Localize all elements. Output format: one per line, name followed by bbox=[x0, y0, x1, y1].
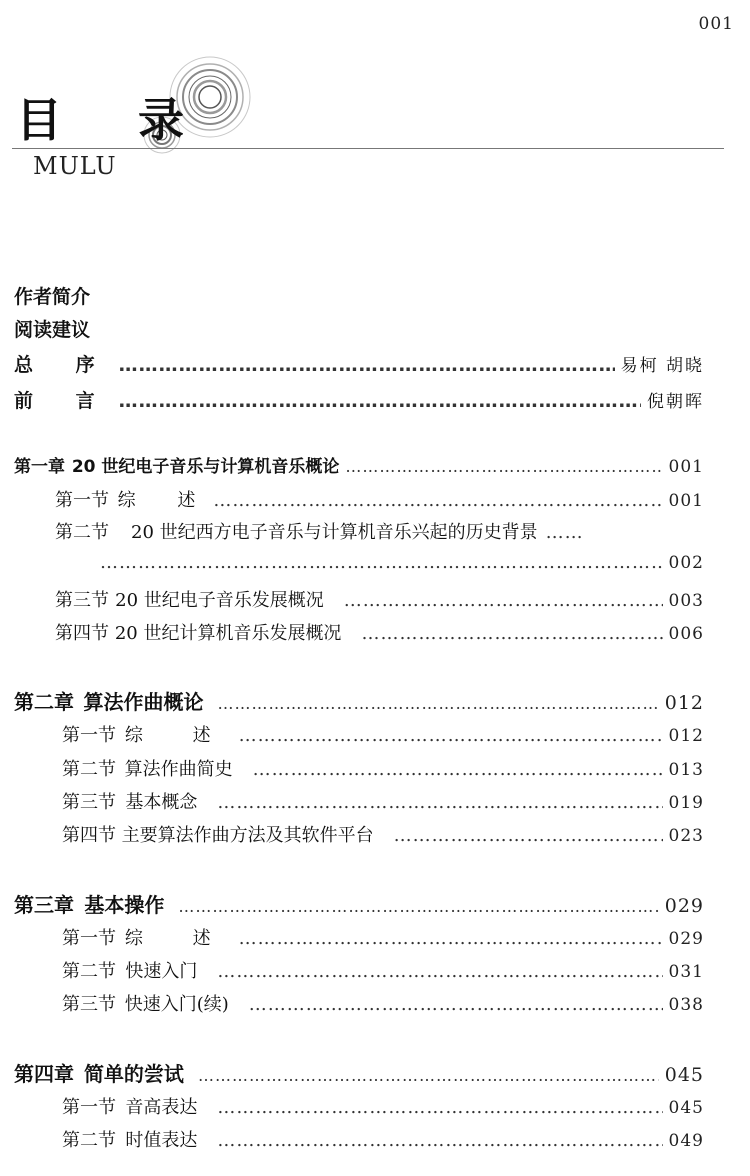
toc-section-1-4[interactable] bbox=[55, 619, 704, 645]
chapter-label: 第一章 bbox=[14, 457, 65, 477]
page-ref: 045 bbox=[668, 1098, 704, 1118]
chapter-label: 第四章 bbox=[14, 1062, 74, 1086]
page-ref: 031 bbox=[668, 962, 704, 982]
section-title: 算法作曲简史 bbox=[124, 759, 233, 780]
toc-section-1-2[interactable] bbox=[55, 518, 704, 544]
section-title: 音高表达 bbox=[125, 1097, 198, 1118]
toc-section-1-3[interactable] bbox=[55, 586, 704, 612]
dot-leader bbox=[253, 759, 663, 780]
dot-leader bbox=[217, 961, 662, 982]
toc-section-4-1[interactable] bbox=[62, 1093, 704, 1119]
section-title: 主要算法作曲方法及其软件平台 bbox=[121, 825, 374, 846]
dot-leader bbox=[217, 1097, 662, 1118]
section-title: 快速入门 bbox=[125, 961, 198, 982]
dot-leader bbox=[198, 1066, 659, 1085]
section-label: 第二节 bbox=[62, 759, 116, 780]
dot-leader: …… bbox=[545, 522, 584, 543]
toc-entry-reading-guide[interactable] bbox=[14, 315, 704, 342]
toc-subtitle: MULU bbox=[33, 152, 117, 180]
toc-entry-author-intro[interactable] bbox=[14, 282, 704, 309]
toc-section-3-3[interactable] bbox=[62, 990, 704, 1016]
toc-section-2-3[interactable] bbox=[62, 788, 704, 814]
chapter-title: 基本操作 bbox=[84, 893, 165, 917]
chapter-title: 简单的尝试 bbox=[83, 1062, 184, 1086]
section-label: 第一节 bbox=[62, 928, 116, 949]
section-label: 第二节 bbox=[55, 522, 109, 543]
dot-leader bbox=[217, 792, 662, 813]
page-ref: 013 bbox=[668, 760, 704, 780]
section-title: 基本概念 bbox=[125, 792, 198, 813]
dot-leader bbox=[119, 354, 615, 376]
toc-title: 目 录 bbox=[16, 93, 215, 147]
section-label: 第一节 bbox=[55, 490, 109, 511]
toc-section-3-2[interactable] bbox=[62, 957, 704, 983]
page-ref: 045 bbox=[664, 1064, 704, 1086]
section-label: 第二节 bbox=[62, 1130, 116, 1151]
dot-leader bbox=[394, 825, 663, 846]
chapter-label: 第三章 bbox=[14, 893, 74, 917]
dot-leader bbox=[344, 590, 663, 611]
section-label: 第一节 bbox=[62, 1097, 116, 1118]
page-ref: 019 bbox=[668, 793, 704, 813]
section-title: 20 世纪电子音乐发展概况 bbox=[115, 590, 324, 611]
toc-entry-label: 总 序 bbox=[14, 354, 113, 376]
page-ref: 001 bbox=[668, 491, 704, 511]
toc-entry-author: 易柯 胡晓 bbox=[620, 356, 704, 376]
section-label: 第三节 bbox=[62, 792, 116, 813]
page-ref: 003 bbox=[668, 591, 704, 611]
toc-entry-label: 前 言 bbox=[14, 390, 113, 412]
page-ref: 001 bbox=[668, 457, 704, 477]
page-ref: 023 bbox=[668, 826, 704, 846]
chapter-title: 20 世纪电子音乐与计算机音乐概论 bbox=[71, 457, 340, 477]
dot-leader bbox=[239, 725, 663, 746]
dot-leader bbox=[345, 457, 662, 476]
dot-leader bbox=[178, 897, 658, 916]
dot-leader bbox=[239, 928, 663, 949]
toc-section-2-4[interactable] bbox=[62, 821, 704, 847]
section-title: 20 世纪计算机音乐发展概况 bbox=[114, 623, 342, 644]
page-ref: 038 bbox=[668, 995, 704, 1015]
toc-entry-general-preface[interactable] bbox=[14, 350, 704, 377]
page-ref: 002 bbox=[668, 553, 704, 573]
section-label: 第三节 bbox=[55, 590, 109, 611]
section-label: 第三节 bbox=[62, 994, 116, 1015]
page-ref: 049 bbox=[668, 1131, 704, 1151]
dot-leader bbox=[100, 552, 663, 573]
page-ref: 012 bbox=[668, 726, 704, 746]
toc-section-2-2[interactable] bbox=[62, 755, 704, 781]
toc-entry-foreword[interactable] bbox=[14, 386, 704, 413]
chapter-label: 第二章 bbox=[14, 690, 74, 714]
toc-section-1-1[interactable] bbox=[55, 486, 704, 512]
section-label: 第四节 bbox=[55, 623, 109, 644]
section-title: 快速入门(续) bbox=[124, 994, 229, 1015]
section-label: 第一节 bbox=[62, 725, 116, 746]
toc-section-4-2[interactable] bbox=[62, 1126, 704, 1152]
toc-chapter-4[interactable] bbox=[14, 1058, 704, 1087]
toc-entry-author: 倪朝晖 bbox=[647, 392, 704, 412]
dot-leader bbox=[218, 694, 659, 713]
page-ref: 012 bbox=[664, 692, 704, 714]
chapter-title: 算法作曲概论 bbox=[83, 690, 204, 714]
page-ref: 029 bbox=[668, 929, 704, 949]
section-title: 时值表达 bbox=[125, 1130, 198, 1151]
dot-leader bbox=[249, 994, 663, 1015]
toc-entry-label: 阅读建议 bbox=[14, 319, 91, 341]
toc-chapter-2[interactable] bbox=[14, 686, 704, 715]
section-label: 第二节 bbox=[62, 961, 116, 982]
section-title: 综 述 bbox=[117, 490, 214, 511]
section-title: 综 述 bbox=[124, 928, 233, 949]
page-number: 001 bbox=[698, 14, 734, 34]
toc-entry-label: 作者简介 bbox=[14, 286, 91, 308]
toc-section-3-1[interactable] bbox=[62, 924, 704, 950]
dot-leader bbox=[217, 1130, 662, 1151]
page-ref: 029 bbox=[664, 895, 704, 917]
toc-section-1-2-continued[interactable] bbox=[100, 552, 704, 573]
section-title: 20 世纪西方电子音乐与计算机音乐兴起的历史背景 bbox=[131, 522, 538, 543]
page-ref: 006 bbox=[668, 624, 704, 644]
toc-chapter-3[interactable] bbox=[14, 889, 704, 918]
dot-leader bbox=[119, 390, 641, 412]
dot-leader bbox=[361, 623, 662, 644]
section-title: 综 述 bbox=[124, 725, 233, 746]
section-label: 第四节 bbox=[62, 825, 116, 846]
toc-section-2-1[interactable] bbox=[62, 721, 704, 747]
dot-leader bbox=[213, 490, 662, 511]
toc-chapter-1[interactable] bbox=[14, 452, 704, 477]
